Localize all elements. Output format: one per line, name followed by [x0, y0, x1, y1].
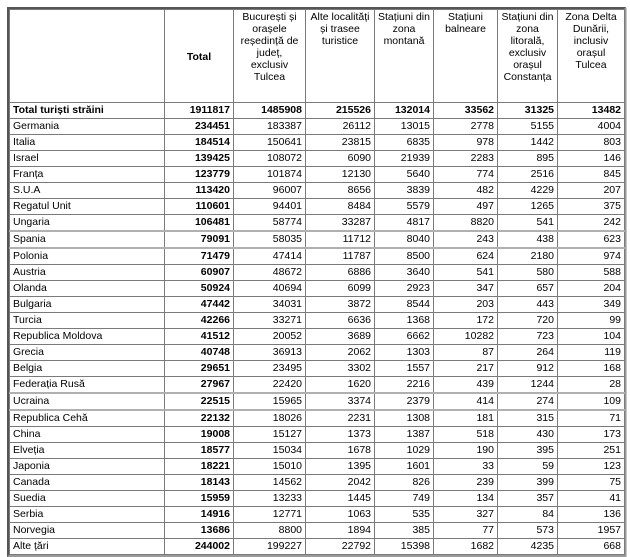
cell-bucuresti: 199227 [234, 539, 306, 555]
cell-bucuresti: 18026 [234, 410, 306, 427]
cell-montana: 13015 [375, 119, 434, 135]
cell-balneare: 541 [434, 265, 498, 281]
cell-alte-localitati: 2042 [306, 475, 375, 491]
cell-balneare: 134 [434, 491, 498, 507]
cell-balneare: 2283 [434, 151, 498, 167]
cell-total: 234451 [165, 119, 234, 135]
cell-total: 27967 [165, 377, 234, 394]
table-row [10, 215, 625, 232]
table-row [10, 297, 625, 313]
total-row-balneare: 33562 [434, 103, 498, 119]
cell-total: 15959 [165, 491, 234, 507]
country-name: Israel [10, 151, 165, 167]
header-total: Total [165, 10, 234, 103]
table-row [10, 459, 625, 475]
cell-litoral: 4235 [498, 539, 558, 555]
table-header [10, 10, 625, 103]
cell-total: 18221 [165, 459, 234, 475]
cell-montana: 826 [375, 475, 434, 491]
cell-litoral: 580 [498, 265, 558, 281]
cell-total: 110601 [165, 199, 234, 215]
cell-montana: 3839 [375, 183, 434, 199]
cell-montana: 749 [375, 491, 434, 507]
country-name: Bulgaria [10, 297, 165, 313]
cell-alte-localitati: 1373 [306, 427, 375, 443]
cell-total: 71479 [165, 248, 234, 265]
cell-balneare: 8820 [434, 215, 498, 232]
table-row [10, 167, 625, 183]
cell-montana: 4817 [375, 215, 434, 232]
cell-total: 47442 [165, 297, 234, 313]
cell-total: 184514 [165, 135, 234, 151]
cell-litoral: 1442 [498, 135, 558, 151]
cell-alte-localitati: 2062 [306, 345, 375, 361]
total-row-delta: 13482 [558, 103, 625, 119]
cell-bucuresti: 20052 [234, 329, 306, 345]
cell-alte-localitati: 6636 [306, 313, 375, 329]
cell-litoral: 657 [498, 281, 558, 297]
cell-montana: 2379 [375, 393, 434, 410]
total-row-litoral: 31325 [498, 103, 558, 119]
cell-litoral: 895 [498, 151, 558, 167]
cell-alte-localitati: 1445 [306, 491, 375, 507]
table-row [10, 523, 625, 539]
total-row-total: 1911817 [165, 103, 234, 119]
cell-delta: 588 [558, 265, 625, 281]
cell-litoral: 541 [498, 215, 558, 232]
country-name: Alte țări [10, 539, 165, 555]
cell-litoral: 723 [498, 329, 558, 345]
cell-bucuresti: 15010 [234, 459, 306, 475]
cell-delta: 71 [558, 410, 625, 427]
country-name: Grecia [10, 345, 165, 361]
cell-delta: 974 [558, 248, 625, 265]
cell-bucuresti: 183387 [234, 119, 306, 135]
cell-bucuresti: 15127 [234, 427, 306, 443]
cell-delta: 119 [558, 345, 625, 361]
cell-alte-localitati: 22792 [306, 539, 375, 555]
cell-bucuresti: 48672 [234, 265, 306, 281]
cell-delta: 41 [558, 491, 625, 507]
cell-montana: 6835 [375, 135, 434, 151]
country-name: Olanda [10, 281, 165, 297]
cell-total: 13686 [165, 523, 234, 539]
table-row [10, 491, 625, 507]
cell-balneare: 217 [434, 361, 498, 377]
cell-delta: 4004 [558, 119, 625, 135]
cell-alte-localitati: 3872 [306, 297, 375, 313]
cell-total: 18577 [165, 443, 234, 459]
cell-balneare: 482 [434, 183, 498, 199]
cell-total: 29651 [165, 361, 234, 377]
cell-montana: 2216 [375, 377, 434, 394]
country-name: Republica Cehă [10, 410, 165, 427]
cell-total: 41512 [165, 329, 234, 345]
cell-delta: 375 [558, 199, 625, 215]
table-row [10, 199, 625, 215]
cell-balneare: 2778 [434, 119, 498, 135]
country-name: Elveția [10, 443, 165, 459]
total-row [10, 103, 625, 119]
table-row [10, 119, 625, 135]
cell-balneare: 1682 [434, 539, 498, 555]
cell-delta: 104 [558, 329, 625, 345]
cell-bucuresti: 40694 [234, 281, 306, 297]
cell-montana: 2923 [375, 281, 434, 297]
cell-bucuresti: 12771 [234, 507, 306, 523]
table-row [10, 410, 625, 427]
cell-alte-localitati: 33287 [306, 215, 375, 232]
country-name: Polonia [10, 248, 165, 265]
cell-delta: 75 [558, 475, 625, 491]
cell-bucuresti: 108072 [234, 151, 306, 167]
cell-litoral: 430 [498, 427, 558, 443]
cell-montana: 8040 [375, 231, 434, 248]
cell-litoral: 59 [498, 459, 558, 475]
cell-montana: 1601 [375, 459, 434, 475]
country-name: Federația Rusă [10, 377, 165, 394]
table-row [10, 393, 625, 410]
cell-montana: 6662 [375, 329, 434, 345]
cell-total: 42266 [165, 313, 234, 329]
cell-delta: 803 [558, 135, 625, 151]
table-row [10, 135, 625, 151]
cell-montana: 8500 [375, 248, 434, 265]
cell-litoral: 264 [498, 345, 558, 361]
cell-bucuresti: 13233 [234, 491, 306, 507]
cell-delta: 349 [558, 297, 625, 313]
header-row [10, 10, 625, 103]
table-row [10, 183, 625, 199]
cell-total: 22515 [165, 393, 234, 410]
cell-delta: 173 [558, 427, 625, 443]
country-name: Austria [10, 265, 165, 281]
table-row [10, 507, 625, 523]
country-name: Norvegia [10, 523, 165, 539]
cell-delta: 109 [558, 393, 625, 410]
cell-balneare: 10282 [434, 329, 498, 345]
header-statiuni-balneare: Stațiuni balneare [434, 10, 498, 103]
cell-balneare: 243 [434, 231, 498, 248]
cell-bucuresti: 34031 [234, 297, 306, 313]
total-row-alte-localitati: 215526 [306, 103, 375, 119]
cell-balneare: 87 [434, 345, 498, 361]
cell-alte-localitati: 26112 [306, 119, 375, 135]
cell-litoral: 720 [498, 313, 558, 329]
cell-balneare: 439 [434, 377, 498, 394]
cell-litoral: 438 [498, 231, 558, 248]
cell-balneare: 414 [434, 393, 498, 410]
cell-total: 14916 [165, 507, 234, 523]
cell-montana: 1368 [375, 313, 434, 329]
header-bucuresti: București și orașele reședință de județ, exclusiv Tulcea [234, 10, 306, 103]
country-name: Belgia [10, 361, 165, 377]
cell-bucuresti: 14562 [234, 475, 306, 491]
cell-litoral: 274 [498, 393, 558, 410]
cell-total: 50924 [165, 281, 234, 297]
cell-alte-localitati: 6090 [306, 151, 375, 167]
cell-balneare: 518 [434, 427, 498, 443]
cell-montana: 21939 [375, 151, 434, 167]
cell-total: 113420 [165, 183, 234, 199]
country-name: Ucraina [10, 393, 165, 410]
cell-litoral: 399 [498, 475, 558, 491]
tourist-arrivals-table [9, 9, 625, 555]
table-row [10, 377, 625, 394]
table-row [10, 475, 625, 491]
cell-alte-localitati: 3689 [306, 329, 375, 345]
cell-bucuresti: 96007 [234, 183, 306, 199]
tourist-arrivals-table-frame [7, 7, 626, 557]
country-name: China [10, 427, 165, 443]
country-name: Serbia [10, 507, 165, 523]
total-row-montana: 132014 [375, 103, 434, 119]
country-name: Germania [10, 119, 165, 135]
cell-delta: 146 [558, 151, 625, 167]
table-row [10, 151, 625, 167]
cell-montana: 5640 [375, 167, 434, 183]
table-row [10, 361, 625, 377]
cell-balneare: 33 [434, 459, 498, 475]
cell-alte-localitati: 1063 [306, 507, 375, 523]
cell-total: 106481 [165, 215, 234, 232]
cell-bucuresti: 150641 [234, 135, 306, 151]
table-row [10, 281, 625, 297]
cell-total: 139425 [165, 151, 234, 167]
country-name: Spania [10, 231, 165, 248]
cell-bucuresti: 94401 [234, 199, 306, 215]
country-name: Ungaria [10, 215, 165, 232]
table-row [10, 345, 625, 361]
header-statiuni-litoral: Stațiuni din zona litorală, exclusiv orașul Constanța [498, 10, 558, 103]
table-row [10, 443, 625, 459]
cell-delta: 99 [558, 313, 625, 329]
cell-litoral: 2180 [498, 248, 558, 265]
cell-bucuresti: 101874 [234, 167, 306, 183]
cell-balneare: 327 [434, 507, 498, 523]
cell-litoral: 84 [498, 507, 558, 523]
cell-litoral: 573 [498, 523, 558, 539]
cell-total: 40748 [165, 345, 234, 361]
cell-alte-localitati: 23815 [306, 135, 375, 151]
cell-alte-localitati: 3374 [306, 393, 375, 410]
header-statiuni-montane: Stațiuni din zona montană [375, 10, 434, 103]
cell-montana: 1303 [375, 345, 434, 361]
cell-litoral: 357 [498, 491, 558, 507]
cell-bucuresti: 15034 [234, 443, 306, 459]
header-country [10, 10, 165, 103]
cell-alte-localitati: 3302 [306, 361, 375, 377]
cell-alte-localitati: 6886 [306, 265, 375, 281]
cell-total: 60907 [165, 265, 234, 281]
cell-delta: 242 [558, 215, 625, 232]
cell-delta: 251 [558, 443, 625, 459]
country-name: Regatul Unit [10, 199, 165, 215]
country-name: Franța [10, 167, 165, 183]
cell-alte-localitati: 1395 [306, 459, 375, 475]
cell-delta: 204 [558, 281, 625, 297]
country-name: Italia [10, 135, 165, 151]
cell-total: 19008 [165, 427, 234, 443]
table-row [10, 427, 625, 443]
cell-bucuresti: 33271 [234, 313, 306, 329]
header-alte-localitati: Alte localități și trasee turistice [306, 10, 375, 103]
cell-total: 18143 [165, 475, 234, 491]
cell-litoral: 1265 [498, 199, 558, 215]
cell-total: 123779 [165, 167, 234, 183]
cell-montana: 5579 [375, 199, 434, 215]
cell-alte-localitati: 2231 [306, 410, 375, 427]
cell-montana: 1308 [375, 410, 434, 427]
cell-delta: 207 [558, 183, 625, 199]
cell-alte-localitati: 11712 [306, 231, 375, 248]
table-row [10, 539, 625, 555]
cell-total: 244002 [165, 539, 234, 555]
cell-balneare: 239 [434, 475, 498, 491]
country-name: Japonia [10, 459, 165, 475]
cell-montana: 535 [375, 507, 434, 523]
cell-total: 79091 [165, 231, 234, 248]
cell-montana: 385 [375, 523, 434, 539]
cell-delta: 123 [558, 459, 625, 475]
cell-delta: 845 [558, 167, 625, 183]
cell-delta: 1957 [558, 523, 625, 539]
cell-alte-localitati: 12130 [306, 167, 375, 183]
cell-balneare: 190 [434, 443, 498, 459]
cell-bucuresti: 22420 [234, 377, 306, 394]
cell-alte-localitati: 1620 [306, 377, 375, 394]
cell-litoral: 4229 [498, 183, 558, 199]
table-row [10, 231, 625, 248]
cell-total: 22132 [165, 410, 234, 427]
cell-balneare: 347 [434, 281, 498, 297]
country-name: Suedia [10, 491, 165, 507]
cell-bucuresti: 8800 [234, 523, 306, 539]
total-row-bucuresti: 1485908 [234, 103, 306, 119]
cell-balneare: 624 [434, 248, 498, 265]
cell-montana: 1557 [375, 361, 434, 377]
cell-balneare: 978 [434, 135, 498, 151]
cell-litoral: 315 [498, 410, 558, 427]
cell-alte-localitati: 11787 [306, 248, 375, 265]
cell-delta: 668 [558, 539, 625, 555]
cell-delta: 136 [558, 507, 625, 523]
cell-delta: 28 [558, 377, 625, 394]
cell-litoral: 1244 [498, 377, 558, 394]
cell-balneare: 181 [434, 410, 498, 427]
table-row [10, 329, 625, 345]
table-row [10, 265, 625, 281]
cell-bucuresti: 15965 [234, 393, 306, 410]
cell-montana: 3640 [375, 265, 434, 281]
cell-alte-localitati: 8484 [306, 199, 375, 215]
cell-balneare: 774 [434, 167, 498, 183]
cell-montana: 15398 [375, 539, 434, 555]
cell-alte-localitati: 1894 [306, 523, 375, 539]
cell-alte-localitati: 8656 [306, 183, 375, 199]
total-row-label: Total turiști străini [10, 103, 165, 119]
cell-litoral: 2516 [498, 167, 558, 183]
country-name: S.U.A [10, 183, 165, 199]
cell-montana: 1029 [375, 443, 434, 459]
cell-litoral: 912 [498, 361, 558, 377]
table-body [10, 103, 625, 555]
cell-litoral: 395 [498, 443, 558, 459]
cell-balneare: 497 [434, 199, 498, 215]
cell-bucuresti: 23495 [234, 361, 306, 377]
cell-montana: 1387 [375, 427, 434, 443]
table-row [10, 313, 625, 329]
cell-alte-localitati: 6099 [306, 281, 375, 297]
country-name: Canada [10, 475, 165, 491]
cell-delta: 623 [558, 231, 625, 248]
cell-bucuresti: 47414 [234, 248, 306, 265]
cell-litoral: 5155 [498, 119, 558, 135]
cell-bucuresti: 36913 [234, 345, 306, 361]
cell-bucuresti: 58774 [234, 215, 306, 232]
cell-alte-localitati: 1678 [306, 443, 375, 459]
cell-bucuresti: 58035 [234, 231, 306, 248]
cell-montana: 8544 [375, 297, 434, 313]
cell-delta: 168 [558, 361, 625, 377]
header-delta-dunarii: Zona Delta Dunării, inclusiv orașul Tulcea [558, 10, 625, 103]
table-row [10, 248, 625, 265]
cell-balneare: 77 [434, 523, 498, 539]
country-name: Turcia [10, 313, 165, 329]
cell-litoral: 443 [498, 297, 558, 313]
cell-balneare: 203 [434, 297, 498, 313]
country-name: Republica Moldova [10, 329, 165, 345]
cell-balneare: 172 [434, 313, 498, 329]
